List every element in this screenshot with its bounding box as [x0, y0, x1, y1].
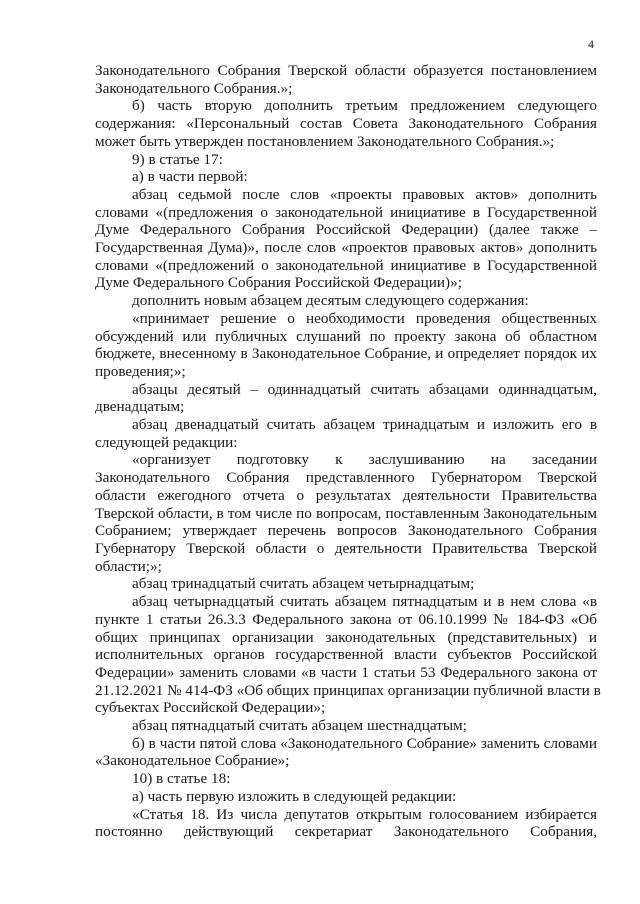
text-line: б) часть вторую дополнить третьим предложением следующего	[132, 97, 597, 115]
paragraph	[95, 806, 597, 841]
text-line: Собранием; утверждает перечень вопросов Законодательного Собрания	[95, 522, 597, 540]
paragraph	[95, 593, 601, 717]
text-line: абзац седьмой после слов «проекты правовых актов» дополнить	[132, 185, 597, 203]
paragraph	[95, 310, 597, 381]
text-line: 10) в статье 18:	[132, 770, 231, 788]
paragraph	[95, 168, 597, 186]
text-line: бюджете, внесенному в Законодательное Собрание, и определяет порядок их	[95, 345, 597, 363]
paragraph	[95, 416, 597, 451]
text-line: Тверской области, в том числе по вопросам, поставленным Законодательным	[95, 504, 597, 522]
text-line: области ежегодного отчета о результатах деятельности Правительства	[95, 486, 597, 504]
text-line: Думе Федерального Собрания Российской Федерации)»;	[95, 274, 462, 292]
document-body	[95, 62, 601, 841]
text-line: дополнить новым абзацем десятым следующего содержания:	[132, 292, 529, 310]
text-line: Думе Федерального Собрания Российской Федерации) (далее также –	[95, 221, 597, 239]
text-line: абзац тринадцатый считать абзацем четырнадцатым;	[132, 575, 475, 593]
paragraph	[95, 292, 597, 310]
text-line: «организует подготовку к заслушиванию на заседании	[132, 451, 597, 469]
paragraph	[95, 62, 597, 97]
page-number: 4	[588, 37, 594, 51]
paragraph	[95, 451, 597, 575]
text-line: 21.12.2021 № 414-ФЗ «Об общих принципах организации публичной власти в	[95, 681, 601, 699]
text-line: Законодательного Собрания.»;	[95, 79, 293, 97]
text-line: «принимает решение о необходимости проведения общественных	[132, 309, 597, 327]
text-line: Губернатору Тверской области о деятельности Правительства Тверской	[95, 539, 597, 557]
text-line: «Законодательное Собрание»;	[95, 752, 290, 770]
text-line: а) часть первую изложить в следующей редакции:	[132, 787, 457, 805]
text-line: абзац двенадцатый считать абзацем тринадцатым и изложить его в	[132, 416, 597, 434]
text-line: б) в части пятой слова «Законодательного Собрание» заменить словами	[132, 734, 597, 752]
text-line: Государственная Дума)», после слов «проектов правовых актов» дополнить	[95, 239, 597, 257]
text-line: постоянно действующий секретариат Законодательного Собрания,	[95, 823, 597, 841]
text-line: Законодательного Собрания представленного Губернатором Тверской	[95, 469, 597, 487]
paragraph	[95, 770, 597, 788]
paragraph	[95, 717, 597, 735]
text-line: области;»;	[95, 557, 162, 575]
paragraph	[95, 735, 597, 770]
text-line: абзац четырнадцатый считать абзацем пятнадцатым и в нем слова «в	[132, 593, 597, 611]
text-line: словами «(предложения о законодательной инициативе в Государственной	[95, 203, 597, 221]
text-line: общих принципах организации законодательных (представительных) и	[95, 628, 597, 646]
text-line: следующей редакции:	[95, 433, 238, 451]
text-line: исполнительных органов государственной власти субъектов Российской	[95, 646, 597, 664]
text-line: обсуждений или публичных слушаний по проекту закона об областном	[95, 327, 597, 345]
text-line: абзац пятнадцатый считать абзацем шестнадцатым;	[132, 717, 467, 735]
text-line: абзацы десятый – одиннадцатый считать абзацами одиннадцатым,	[132, 380, 597, 398]
paragraph	[95, 381, 597, 416]
paragraph	[95, 186, 597, 292]
paragraph	[95, 575, 597, 593]
text-line: словами «(предложений о законодательной инициативе в Государственной	[95, 256, 597, 274]
text-line: Законодательного Собрания Тверской области образуется постановлением	[95, 62, 597, 79]
text-line: субъектах Российской Федерации»;	[95, 699, 326, 717]
text-line: Федерации» заменить словами «в части 1 статьи 53 Федерального закона от	[95, 663, 597, 681]
text-line: содержания: «Персональный состав Совета Законодательного Собрания	[95, 115, 597, 133]
paragraph	[95, 788, 597, 806]
text-line: может быть утвержден постановлением Законодательного Собрания.»;	[95, 132, 555, 150]
text-line: а) в части первой:	[132, 168, 248, 186]
paragraph	[95, 97, 597, 150]
text-line: проведения;»;	[95, 362, 186, 380]
text-line: пункте 1 статьи 26.3.3 Федерального закона от 06.10.1999 № 184-ФЗ «Об	[95, 610, 597, 628]
text-line: 9) в статье 17:	[132, 150, 223, 168]
paragraph	[95, 151, 597, 169]
text-line: двенадцатым;	[95, 398, 185, 416]
text-line: «Статья 18. Из числа депутатов открытым голосованием избирается	[132, 805, 597, 823]
